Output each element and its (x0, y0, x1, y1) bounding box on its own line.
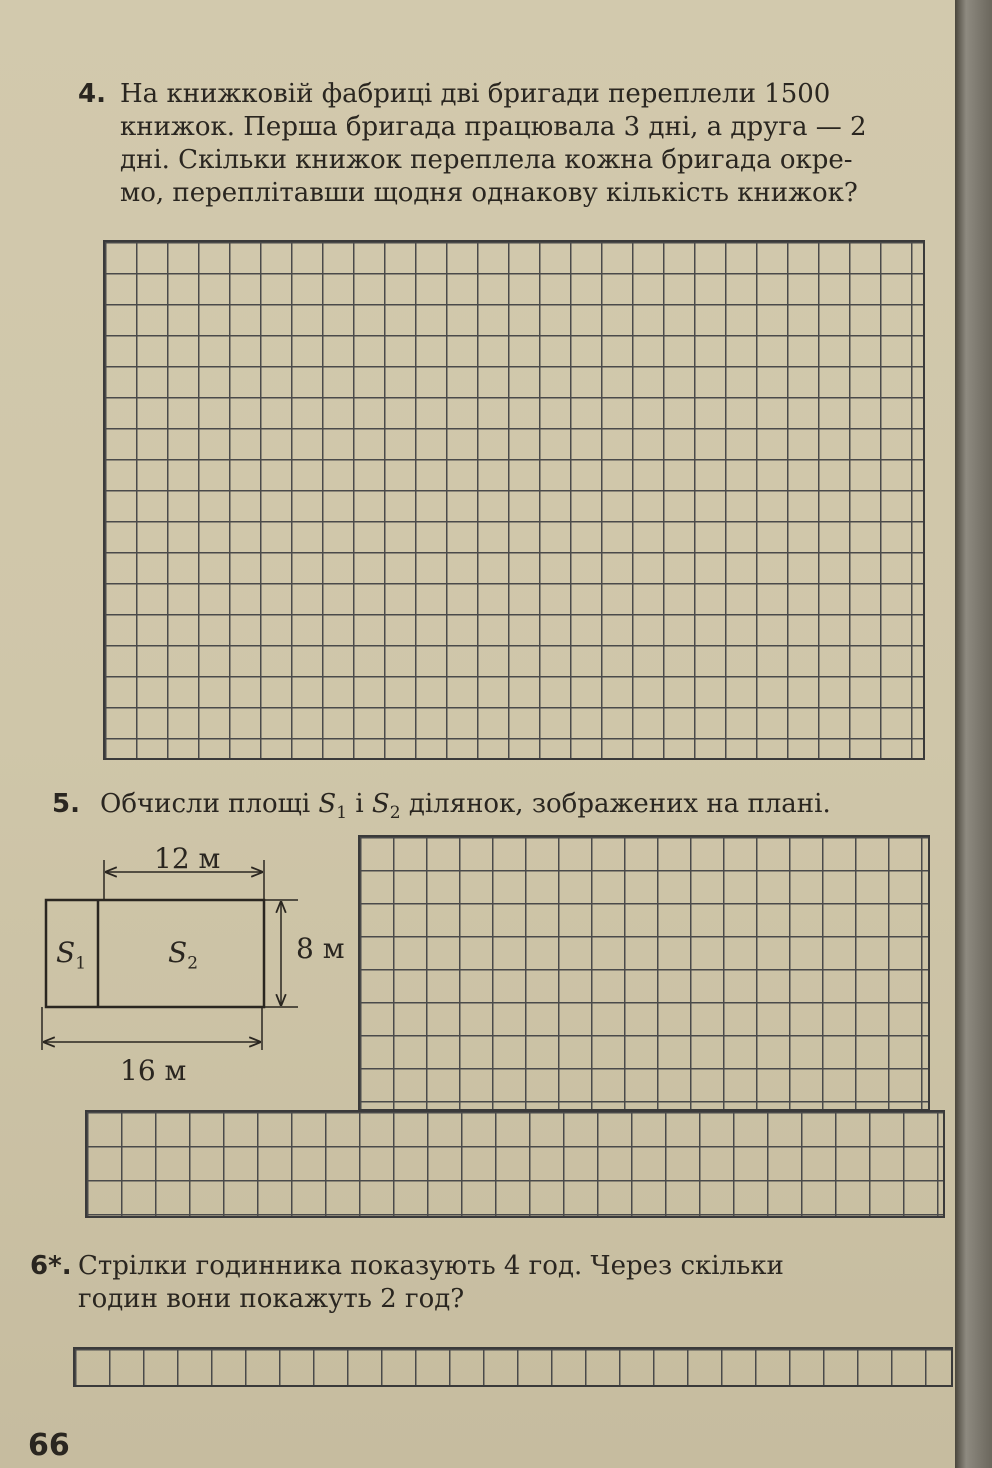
task-4-answer-grid[interactable] (103, 240, 925, 760)
task-4-text: На книжковій фабриці дві бригади переплели 1500 книжок. Перша бригада працювала 3 дні, а друга — 2 дні. Скільки книжок переплела кожна бригада окре- мо, переплітавши щодня однакову кількість книжок? (120, 79, 867, 208)
bottom-dimension-label: 16 м (120, 1054, 187, 1087)
task-5 (52, 788, 952, 824)
task-6-text: Стрілки годинника показують 4 год. Через скільки годин вони покажуть 2 год? (78, 1251, 784, 1314)
task-6-number: 6*. (30, 1251, 72, 1281)
task-5-answer-grid-upper[interactable] (358, 835, 930, 1111)
plot-plan-diagram (36, 838, 356, 1098)
task-5-answer-grid-lower[interactable] (85, 1110, 945, 1218)
area-s2-label: $S_2$ (168, 936, 199, 974)
book-spine-shadow (955, 0, 992, 1468)
task-4 (78, 78, 938, 208)
task-6 (30, 1250, 950, 1314)
top-dimension-label: 12 м (154, 842, 221, 875)
task-4-number: 4. (78, 79, 106, 109)
task-5-question: Обчисли площі $S_1$ і $S_2$ ділянок, зображених на плані. (100, 789, 831, 824)
side-dimension-label: 8 м (296, 932, 345, 965)
task-6-answer-row[interactable] (73, 1347, 953, 1387)
area-s1-label: $S_1$ (56, 936, 87, 974)
task-5-number: 5. (52, 789, 80, 819)
page-number: 66 (28, 1428, 70, 1463)
